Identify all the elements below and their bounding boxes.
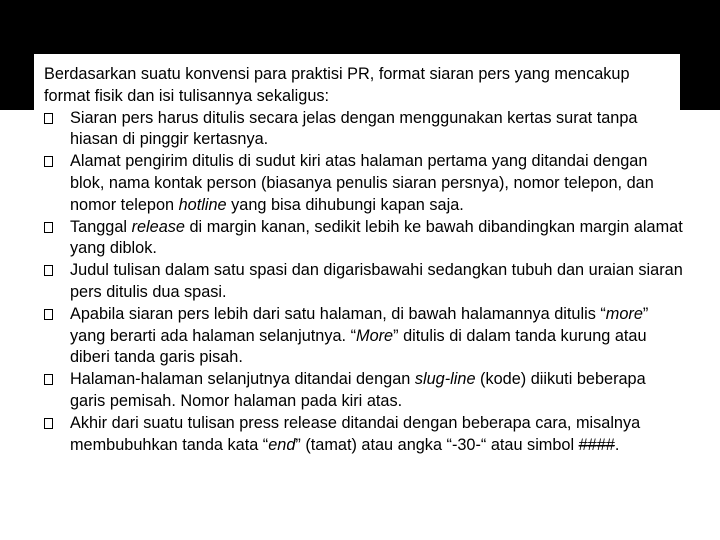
list-item-text: Siaran pers harus ditulis secara jelas dengan menggunakan kertas surat tanpa hiasan di pinggir kertasnya. [70,108,638,149]
list-item [44,260,684,304]
checkbox-bullet-icon [44,309,53,320]
intro-paragraph-continued: format fisik dan isi tulisannya sekaligus: [44,86,330,105]
list-item-text: Tanggal [70,217,132,236]
list-item-text: ” ditulis di dalam tanda kurung atau diberi tanda garis pisah. [70,326,647,367]
list-item-text: di margin kanan, sedikit lebih ke bawah dibandingkan margin alamat yang diblok. [70,217,683,258]
list-item-emphasis: More [356,326,394,345]
list-item-emphasis: more [605,304,643,323]
list-item-text: Alamat pengirim ditulis di sudut kiri atas halaman pertama yang ditandai dengan blok, nama kontak person (biasanya penulis siaran persnya), nomor telepon, dan nomor telepon [70,152,654,214]
list-item-strikethrough: #### [578,435,615,454]
checkbox-bullet-icon [44,156,53,167]
list-item-emphasis: release [131,217,185,236]
list-item-emphasis: hotline [178,195,227,214]
list-item-text: Judul tulisan dalam satu spasi dan digarisbawahi sedangkan tubuh dan uraian siaran pers ditulis dua spasi. [70,261,683,301]
list-item-emphasis: end [268,435,296,454]
list-item-text: Halaman-halaman selanjutnya ditandai dengan [70,370,415,389]
checkbox-bullet-icon [44,374,53,385]
list-item-text: (kode) diikuti beberapa garis pemisah. Nomor halaman pada kiri atas. [70,370,646,410]
list-item [44,151,684,216]
checkbox-bullet-icon [44,222,53,233]
list-item-text: yang bisa dihubungi kapan saja. [226,195,464,214]
list-item-text: Akhir dari suatu tulisan press release ditandai dengan beberapa cara, misalnya membubuhkan tanda kata “ [70,413,641,454]
intro-paragraph: Berdasarkan suatu konvensi para praktisi PR, format siaran pers yang mencakup [44,65,630,83]
list-item-text: ” yang berarti ada halaman selanjutnya. “ [70,304,649,345]
list-item [44,369,684,413]
list-item [44,108,684,152]
checkbox-bullet-icon [44,113,53,124]
list-item-emphasis: slug-line [414,370,476,389]
list-item-text: ” (tamat) atau angka “-30-“ atau simbol [295,435,579,454]
list-item [44,217,684,261]
checkbox-bullet-icon [44,265,53,276]
list-item [44,413,684,457]
checkbox-bullet-icon [44,418,53,429]
list-item [44,304,684,369]
text-body [44,64,684,456]
list-item-text: Apabila siaran pers lebih dari satu halaman, di bawah halamannya ditulis “ [70,304,606,323]
list-item-text: . [614,435,620,454]
